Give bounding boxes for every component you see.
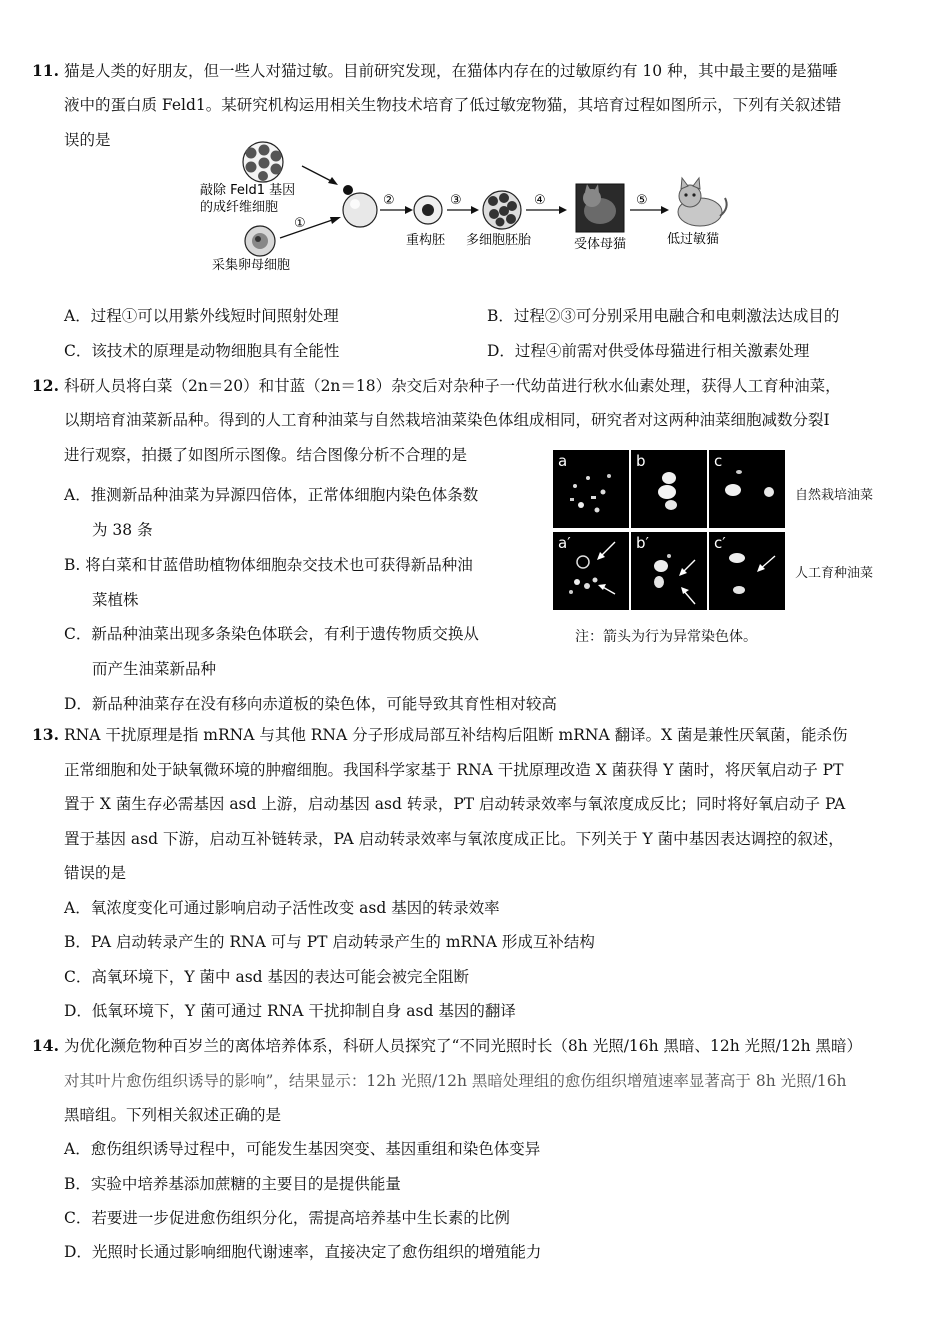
row-label-artificial: 人工育种油菜 — [795, 566, 874, 581]
step-2-label: ② — [383, 193, 395, 208]
question-stem-line: 对其叶片愈伤组织诱导的影响”，结果显示：12h 光照/12h 黑暗处理组的愈伤组织增殖速率显著高于 8h 光照/16h — [64, 1072, 847, 1090]
option-a[interactable]: A．过程①可以用紫外线短时间照射处理 — [64, 307, 339, 325]
recipient-cat-image — [576, 184, 624, 232]
question-number: 11. — [32, 61, 59, 80]
question-stem-line: 黑暗组。下列相关叙述正确的是 — [64, 1106, 282, 1124]
option-c[interactable]: C．若要进一步促进愈伤组织分化，需提高培养基中生长素的比例 — [64, 1209, 510, 1227]
option-c-continued[interactable]: 而产生油菜新品种 — [92, 660, 217, 678]
multicell-embryo-icon — [483, 191, 521, 229]
question-stem-line: 猫是人类的好朋友，但一些人对猫过敏。目前研究发现，在猫体内存在的过敏原约有 10 种，其中最主要的是猫唾 — [64, 62, 838, 80]
fibroblast-label-2: 的成纤维细胞 — [200, 200, 279, 215]
option-a-continued[interactable]: 为 38 条 — [92, 521, 153, 539]
reconstructed-embryo-icon — [414, 196, 442, 224]
panel-c: c — [709, 450, 785, 528]
question-stem-line: 进行观察，拍摄了如图所示图像。结合图像分析不合理的是 — [64, 446, 468, 464]
chromosome-micrograph-figure — [553, 450, 785, 612]
question-stem-line: 为优化濒危物种百岁兰的离体培养体系，科研人员探究了“不同光照时长（8h 光照/16h 黑暗、12h 光照/12h 黑暗） — [64, 1037, 863, 1055]
fibroblast-cells-icon — [243, 142, 283, 182]
question-stem-line: 科研人员将白菜（2n＝20）和甘蓝（2n＝18）杂交后对杂种子一代幼苗进行秋水仙素处理，获得人工育种油菜， — [64, 377, 841, 395]
option-c[interactable]: C．高氧环境下，Y 菌中 asd 基因的表达可能会被完全阻断 — [64, 968, 469, 986]
recipient-cat-label: 受体母猫 — [574, 237, 627, 252]
question-stem-line: 正常细胞和处于缺氧微环境的肿瘤细胞。我国科学家基于 RNA 干扰原理改造 X 菌获得 Y 菌时，将厌氧启动子 PT — [64, 761, 844, 779]
step-1-label: ① — [294, 216, 306, 231]
step-5-label: ⑤ — [636, 193, 648, 208]
option-c[interactable]: C．该技术的原理是动物细胞具有全能性 — [64, 342, 340, 360]
panel-a-prime: a′ — [553, 532, 629, 610]
question-stem-line: 以期培育油菜新品种。得到的人工育种油菜与自然栽培油菜染色体组成相同，研究者对这两种油菜细胞减数分裂I — [64, 411, 830, 429]
option-b[interactable]: B．过程②③可分别采用电融合和电刺激法达成目的 — [487, 307, 840, 325]
option-a[interactable]: A．愈伤组织诱导过程中，可能发生基因突变、基因重组和染色体变异 — [64, 1140, 541, 1158]
step-3-label: ③ — [450, 193, 462, 208]
row-label-natural: 自然栽培油菜 — [795, 488, 874, 503]
low-allergy-cat-image — [678, 178, 727, 226]
figure-note: 注：箭头为行为异常染色体。 — [575, 629, 757, 645]
question-stem-line: 错误的是 — [64, 864, 127, 882]
option-d[interactable]: D．光照时长通过影响细胞代谢速率，直接决定了愈伤组织的增殖能力 — [64, 1243, 542, 1261]
fibroblast-label-1: 敲除 Feld1 基因 — [200, 183, 296, 198]
panel-b: b — [631, 450, 707, 528]
question-number: 12. — [32, 376, 59, 395]
option-d[interactable]: D．过程④前需对供受体母猫进行相关激素处理 — [487, 342, 810, 360]
option-b[interactable]: B. 将白菜和甘蓝借助植物体细胞杂交技术也可获得新品种油 — [64, 556, 473, 574]
panel-b-prime: b′ — [631, 532, 707, 610]
option-d[interactable]: D．低氧环境下，Y 菌可通过 RNA 干扰抑制自身 asd 基因的翻译 — [64, 1002, 516, 1020]
option-a[interactable]: A．推测新品种油菜为异源四倍体，正常体细胞内染色体条数 — [64, 486, 479, 504]
multicell-embryo-label: 多细胞胚胎 — [466, 233, 532, 248]
low-allergy-cat-label: 低过敏猫 — [667, 232, 720, 247]
reconstructed-embryo-label: 重构胚 — [406, 233, 446, 248]
option-b[interactable]: B．PA 启动转录产生的 RNA 可与 PT 启动转录产生的 mRNA 形成互补结构 — [64, 933, 595, 951]
cloning-process-diagram — [190, 138, 750, 278]
question-number: 13. — [32, 725, 59, 744]
option-b-continued[interactable]: 菜植株 — [92, 591, 139, 609]
question-stem-line: RNA 干扰原理是指 mRNA 与其他 RNA 分子形成局部互补结构后阻断 mRNA 翻译。X 菌是兼性厌氧菌，能杀伤 — [64, 726, 848, 744]
question-stem-line: 置于 X 菌生存必需基因 asd 上游，启动基因 asd 转录，PT 启动转录效率与氧浓度成反比；同时将好氧启动子 PA — [64, 795, 846, 813]
option-b[interactable]: B．实验中培养基添加蔗糖的主要目的是提供能量 — [64, 1175, 401, 1193]
panel-a: a — [553, 450, 629, 528]
oocyte-label: 采集卵母细胞 — [212, 258, 291, 273]
step-4-label: ④ — [534, 193, 546, 208]
question-stem-line: 误的是 — [64, 131, 111, 149]
oocyte-icon — [245, 226, 275, 256]
question-stem-line: 液中的蛋白质 Feld1。某研究机构运用相关生物技术培育了低过敏宠物猫，其培育过程如图所示，下列有关叙述错 — [64, 96, 842, 114]
option-c[interactable]: C．新品种油菜出现多条染色体联会，有利于遗传物质交换从 — [64, 625, 479, 643]
panel-c-prime: c′ — [709, 532, 785, 610]
option-d[interactable]: D．新品种油菜存在没有移向赤道板的染色体，可能导致其育性相对较高 — [64, 695, 557, 713]
option-a[interactable]: A．氧浓度变化可通过影响启动子活性改变 asd 基因的转录效率 — [64, 899, 500, 917]
question-number: 14. — [32, 1036, 59, 1055]
question-stem-line: 置于基因 asd 下游，启动互补链转录，PA 启动转录效率与氧浓度成正比。下列关于 Y 菌中基因表达调控的叙述， — [64, 830, 844, 848]
